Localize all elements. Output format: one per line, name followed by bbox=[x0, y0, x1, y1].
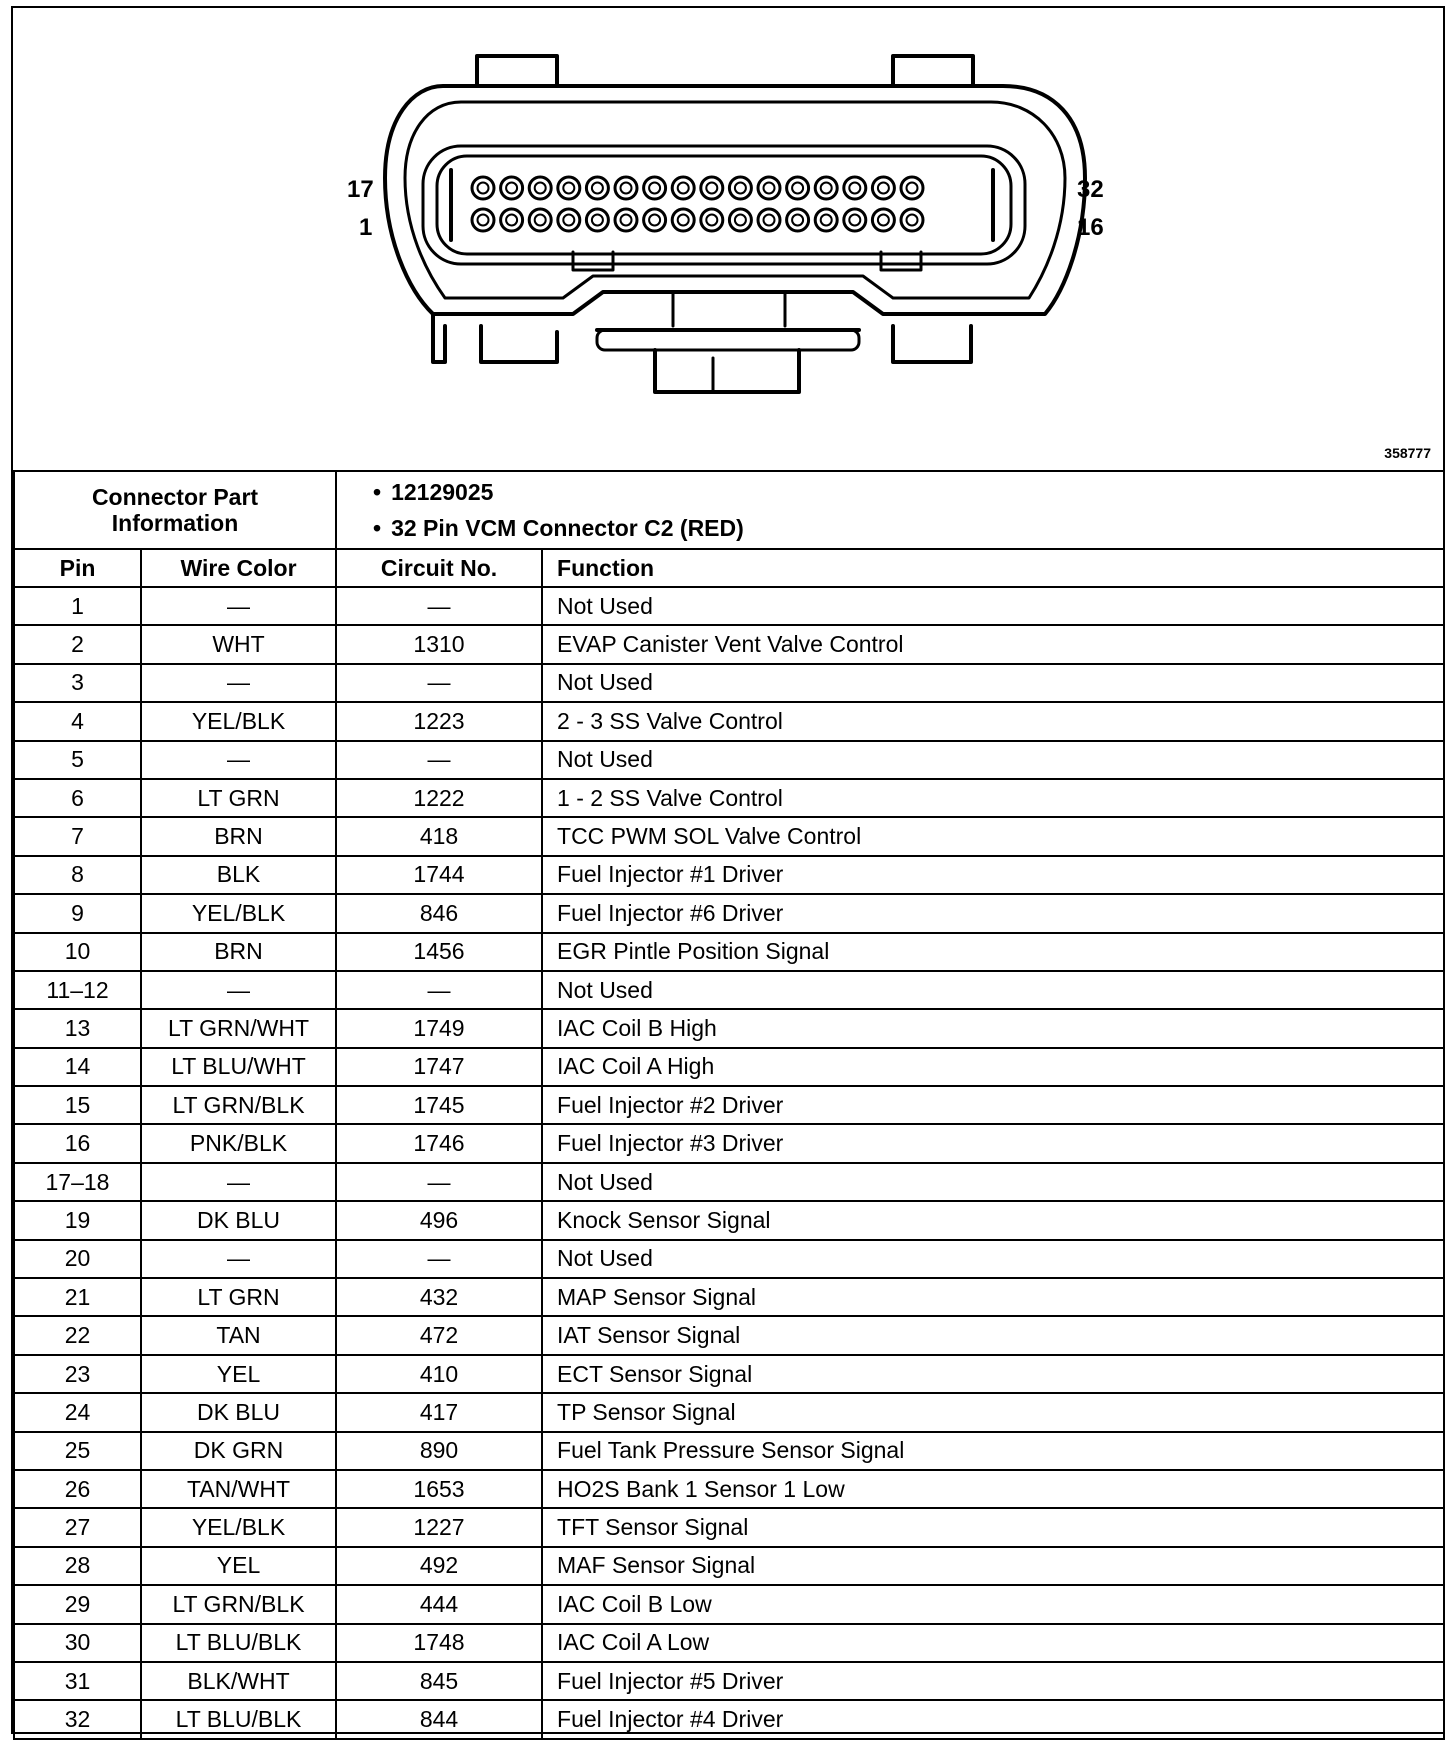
wire-color-cell: LT BLU/WHT bbox=[141, 1048, 336, 1086]
wire-color-cell: TAN/WHT bbox=[141, 1470, 336, 1508]
lower-tab bbox=[655, 350, 799, 392]
table-row bbox=[14, 971, 1444, 1009]
table-header-row bbox=[14, 549, 1444, 587]
function-cell: IAC Coil B Low bbox=[542, 1585, 1444, 1623]
table-row bbox=[14, 894, 1444, 932]
circuit-cell: 472 bbox=[336, 1316, 542, 1354]
function-cell: EGR Pintle Position Signal bbox=[542, 933, 1444, 971]
function-cell: Fuel Injector #4 Driver bbox=[542, 1700, 1444, 1738]
circuit-cell: 444 bbox=[336, 1585, 542, 1623]
pin-socket-hole bbox=[706, 215, 717, 226]
description-line bbox=[373, 510, 1443, 546]
wire-color-cell: DK GRN bbox=[141, 1432, 336, 1470]
pin-socket-hole bbox=[678, 183, 689, 194]
table-row bbox=[14, 1048, 1444, 1086]
pin-socket-hole bbox=[506, 215, 517, 226]
pin-socket-hole bbox=[764, 215, 775, 226]
function-cell: TP Sensor Signal bbox=[542, 1393, 1444, 1431]
pin-cell: 24 bbox=[14, 1393, 141, 1431]
table-row bbox=[14, 1201, 1444, 1239]
pin-socket-hole bbox=[535, 183, 546, 194]
pin-socket-hole bbox=[764, 183, 775, 194]
pin-cell: 32 bbox=[14, 1700, 141, 1738]
pin-cell: 28 bbox=[14, 1547, 141, 1585]
pin-socket bbox=[815, 209, 837, 231]
header-function: Function bbox=[542, 549, 1444, 587]
pin-label-17: 17 bbox=[347, 176, 374, 203]
wire-color-cell: BRN bbox=[141, 933, 336, 971]
bullet-icon: • bbox=[373, 515, 382, 541]
wire-color-cell: PNK/BLK bbox=[141, 1124, 336, 1162]
pin-socket bbox=[701, 209, 723, 231]
table-row bbox=[14, 856, 1444, 894]
circuit-cell: 1223 bbox=[336, 702, 542, 740]
pin-socket bbox=[844, 177, 866, 199]
connector-document bbox=[11, 6, 1445, 1734]
connector-info-label-line1: Connector Part bbox=[91, 484, 259, 510]
pin-socket bbox=[558, 209, 580, 231]
pin-socket-hole bbox=[735, 215, 746, 226]
circuit-cell: — bbox=[336, 971, 542, 1009]
pin-socket-hole bbox=[792, 215, 803, 226]
circuit-cell: 1744 bbox=[336, 856, 542, 894]
pin-socket-hole bbox=[649, 215, 660, 226]
circuit-cell: — bbox=[336, 1240, 542, 1278]
wire-color-cell: DK BLU bbox=[141, 1393, 336, 1431]
connector-figure bbox=[13, 8, 1443, 472]
connector-info-values bbox=[336, 471, 1444, 549]
pin-socket bbox=[501, 209, 523, 231]
pin-cell: 27 bbox=[14, 1508, 141, 1546]
table-row bbox=[14, 1585, 1444, 1623]
pin-socket bbox=[729, 177, 751, 199]
pin-label-1: 1 bbox=[359, 214, 373, 241]
pin-cell: 29 bbox=[14, 1585, 141, 1623]
function-cell: IAC Coil A High bbox=[542, 1048, 1444, 1086]
wire-color-cell: BLK/WHT bbox=[141, 1662, 336, 1700]
function-cell: EVAP Canister Vent Valve Control bbox=[542, 625, 1444, 663]
pin-socket-hole bbox=[735, 183, 746, 194]
circuit-cell: 844 bbox=[336, 1700, 542, 1738]
connector-info-label-line2: Information bbox=[111, 510, 239, 536]
pin-cell: 13 bbox=[14, 1009, 141, 1047]
wire-color-cell: — bbox=[141, 664, 336, 702]
circuit-cell: 1746 bbox=[336, 1124, 542, 1162]
wire-color-cell: YEL bbox=[141, 1547, 336, 1585]
circuit-cell: 432 bbox=[336, 1278, 542, 1316]
pin-cell: 8 bbox=[14, 856, 141, 894]
wire-color-cell: BLK bbox=[141, 856, 336, 894]
pin-socket bbox=[787, 177, 809, 199]
circuit-cell: 1747 bbox=[336, 1048, 542, 1086]
pin-cavity bbox=[423, 146, 1025, 264]
pin-socket bbox=[615, 209, 637, 231]
pin-socket-hole bbox=[478, 215, 489, 226]
circuit-cell: 1653 bbox=[336, 1470, 542, 1508]
function-cell: Not Used bbox=[542, 1163, 1444, 1201]
function-cell: Fuel Injector #2 Driver bbox=[542, 1086, 1444, 1124]
lower-key bbox=[597, 330, 859, 350]
table-row bbox=[14, 1086, 1444, 1124]
function-cell: Not Used bbox=[542, 587, 1444, 625]
table-row bbox=[14, 1124, 1444, 1162]
connector-description: 32 Pin VCM Connector C2 (RED) bbox=[391, 515, 744, 541]
connector-drawing bbox=[13, 8, 1443, 468]
pin-socket-hole bbox=[878, 215, 889, 226]
pin-socket-hole bbox=[821, 215, 832, 226]
pin-label-32: 32 bbox=[1077, 176, 1104, 203]
pin-cell: 20 bbox=[14, 1240, 141, 1278]
circuit-cell: 418 bbox=[336, 817, 542, 855]
table-row bbox=[14, 625, 1444, 663]
function-cell: Fuel Injector #3 Driver bbox=[542, 1124, 1444, 1162]
pin-cell: 16 bbox=[14, 1124, 141, 1162]
pin-socket bbox=[901, 209, 923, 231]
function-cell: 2 - 3 SS Valve Control bbox=[542, 702, 1444, 740]
table-row bbox=[14, 587, 1444, 625]
pin-socket bbox=[758, 209, 780, 231]
bottom-right-latch bbox=[893, 326, 971, 362]
function-cell: Not Used bbox=[542, 971, 1444, 1009]
table-row bbox=[14, 1624, 1444, 1662]
table-row bbox=[14, 779, 1444, 817]
connector-info-label bbox=[14, 471, 336, 549]
pin-cell: 10 bbox=[14, 933, 141, 971]
table-row bbox=[14, 1432, 1444, 1470]
pin-socket-hole bbox=[621, 215, 632, 226]
table-row bbox=[14, 1547, 1444, 1585]
table-row bbox=[14, 664, 1444, 702]
wire-color-cell: — bbox=[141, 1163, 336, 1201]
wire-color-cell: TAN bbox=[141, 1316, 336, 1354]
circuit-cell: — bbox=[336, 1163, 542, 1201]
wire-color-cell: BRN bbox=[141, 817, 336, 855]
wire-color-cell: LT GRN/BLK bbox=[141, 1086, 336, 1124]
pin-socket-hole bbox=[563, 183, 574, 194]
bullet-icon: • bbox=[373, 479, 382, 505]
pin-socket bbox=[815, 177, 837, 199]
wire-color-cell: LT GRN bbox=[141, 779, 336, 817]
table-row bbox=[14, 1009, 1444, 1047]
pin-socket bbox=[472, 177, 494, 199]
top-left-latch bbox=[477, 56, 557, 86]
pin-cell: 5 bbox=[14, 741, 141, 779]
pin-socket bbox=[586, 177, 608, 199]
wire-color-cell: YEL/BLK bbox=[141, 702, 336, 740]
function-cell: Fuel Injector #5 Driver bbox=[542, 1662, 1444, 1700]
circuit-cell: 417 bbox=[336, 1393, 542, 1431]
pin-cell: 22 bbox=[14, 1316, 141, 1354]
function-cell: TCC PWM SOL Valve Control bbox=[542, 817, 1444, 855]
wire-color-cell: — bbox=[141, 971, 336, 1009]
pin-socket bbox=[672, 209, 694, 231]
circuit-cell: — bbox=[336, 664, 542, 702]
pin-socket-hole bbox=[907, 183, 918, 194]
pin-cell: 25 bbox=[14, 1432, 141, 1470]
table-row bbox=[14, 1316, 1444, 1354]
wire-color-cell: YEL/BLK bbox=[141, 894, 336, 932]
pin-cell: 19 bbox=[14, 1201, 141, 1239]
pin-cell: 31 bbox=[14, 1662, 141, 1700]
function-cell: 1 - 2 SS Valve Control bbox=[542, 779, 1444, 817]
connector-shell bbox=[385, 86, 1085, 314]
circuit-cell: — bbox=[336, 741, 542, 779]
pin-cell: 9 bbox=[14, 894, 141, 932]
pin-socket bbox=[472, 209, 494, 231]
wire-color-cell: — bbox=[141, 1240, 336, 1278]
circuit-cell: 845 bbox=[336, 1662, 542, 1700]
part-number-line bbox=[373, 474, 1443, 510]
pin-socket-hole bbox=[592, 183, 603, 194]
top-right-latch bbox=[893, 56, 973, 86]
wire-color-cell: — bbox=[141, 741, 336, 779]
pin-cell: 6 bbox=[14, 779, 141, 817]
pin-cell: 23 bbox=[14, 1355, 141, 1393]
function-cell: Fuel Tank Pressure Sensor Signal bbox=[542, 1432, 1444, 1470]
function-cell: Not Used bbox=[542, 664, 1444, 702]
function-cell: MAP Sensor Signal bbox=[542, 1278, 1444, 1316]
pin-cell: 4 bbox=[14, 702, 141, 740]
table-row bbox=[14, 817, 1444, 855]
pin-array bbox=[472, 177, 923, 231]
circuit-cell: 846 bbox=[336, 894, 542, 932]
connector-info-row bbox=[14, 471, 1444, 549]
pin-cell: 30 bbox=[14, 1624, 141, 1662]
key-guides bbox=[673, 292, 785, 326]
header-pin: Pin bbox=[14, 549, 141, 587]
pin-socket bbox=[729, 209, 751, 231]
table-row bbox=[14, 1278, 1444, 1316]
function-cell: IAC Coil A Low bbox=[542, 1624, 1444, 1662]
pin-socket bbox=[701, 177, 723, 199]
pin-socket bbox=[844, 209, 866, 231]
table-row bbox=[14, 933, 1444, 971]
circuit-cell: 1749 bbox=[336, 1009, 542, 1047]
pin-socket-hole bbox=[849, 215, 860, 226]
pin-socket bbox=[872, 209, 894, 231]
wire-color-cell: YEL/BLK bbox=[141, 1508, 336, 1546]
pin-cell: 1 bbox=[14, 587, 141, 625]
pin-socket bbox=[758, 177, 780, 199]
wire-color-cell: LT GRN bbox=[141, 1278, 336, 1316]
pin-cell: 7 bbox=[14, 817, 141, 855]
pin-socket bbox=[558, 177, 580, 199]
pin-socket bbox=[586, 209, 608, 231]
function-cell: HO2S Bank 1 Sensor 1 Low bbox=[542, 1470, 1444, 1508]
function-cell: Not Used bbox=[542, 1240, 1444, 1278]
table-row bbox=[14, 741, 1444, 779]
circuit-cell: 1310 bbox=[336, 625, 542, 663]
pin-cell: 14 bbox=[14, 1048, 141, 1086]
header-circuit: Circuit No. bbox=[336, 549, 542, 587]
pin-cavity-inner bbox=[437, 156, 1011, 254]
pin-socket bbox=[529, 177, 551, 199]
pin-socket-hole bbox=[506, 183, 517, 194]
pin-cell: 2 bbox=[14, 625, 141, 663]
pin-socket-hole bbox=[706, 183, 717, 194]
function-cell: Knock Sensor Signal bbox=[542, 1201, 1444, 1239]
circuit-cell: 1456 bbox=[336, 933, 542, 971]
pin-socket bbox=[615, 177, 637, 199]
pin-socket bbox=[672, 177, 694, 199]
pin-socket bbox=[501, 177, 523, 199]
pin-socket-hole bbox=[907, 215, 918, 226]
pin-socket-hole bbox=[849, 183, 860, 194]
circuit-cell: 496 bbox=[336, 1201, 542, 1239]
pin-socket-hole bbox=[649, 183, 660, 194]
pin-socket-hole bbox=[821, 183, 832, 194]
pin-socket-hole bbox=[535, 215, 546, 226]
table-row bbox=[14, 702, 1444, 740]
pin-cell: 15 bbox=[14, 1086, 141, 1124]
left-arm bbox=[433, 314, 445, 362]
wire-color-cell: LT GRN/WHT bbox=[141, 1009, 336, 1047]
wire-color-cell: DK BLU bbox=[141, 1201, 336, 1239]
pin-socket bbox=[644, 209, 666, 231]
circuit-cell: 410 bbox=[336, 1355, 542, 1393]
function-cell: Not Used bbox=[542, 741, 1444, 779]
pin-cell: 3 bbox=[14, 664, 141, 702]
table-row bbox=[14, 1163, 1444, 1201]
pin-label-16: 16 bbox=[1077, 214, 1104, 241]
wire-color-cell: — bbox=[141, 587, 336, 625]
circuit-cell: 1227 bbox=[336, 1508, 542, 1546]
pin-socket-hole bbox=[592, 215, 603, 226]
function-cell: TFT Sensor Signal bbox=[542, 1508, 1444, 1546]
pin-socket bbox=[529, 209, 551, 231]
pin-socket-hole bbox=[621, 183, 632, 194]
function-cell: ECT Sensor Signal bbox=[542, 1355, 1444, 1393]
header-wire-color: Wire Color bbox=[141, 549, 336, 587]
circuit-cell: — bbox=[336, 587, 542, 625]
pin-cell: 11–12 bbox=[14, 971, 141, 1009]
pin-socket bbox=[787, 209, 809, 231]
connector-inner-shell bbox=[405, 102, 1065, 298]
function-cell: IAC Coil B High bbox=[542, 1009, 1444, 1047]
table-row bbox=[14, 1662, 1444, 1700]
function-cell: IAT Sensor Signal bbox=[542, 1316, 1444, 1354]
wire-color-cell: LT GRN/BLK bbox=[141, 1585, 336, 1623]
pin-socket-hole bbox=[478, 183, 489, 194]
table-row bbox=[14, 1240, 1444, 1278]
figure-id: 358777 bbox=[1384, 445, 1431, 461]
circuit-cell: 890 bbox=[336, 1432, 542, 1470]
pin-cell: 26 bbox=[14, 1470, 141, 1508]
circuit-cell: 1222 bbox=[336, 779, 542, 817]
pin-socket-hole bbox=[678, 215, 689, 226]
wire-color-cell: LT BLU/BLK bbox=[141, 1700, 336, 1738]
pinout-table bbox=[13, 470, 1445, 1740]
pin-socket-hole bbox=[878, 183, 889, 194]
circuit-cell: 492 bbox=[336, 1547, 542, 1585]
table-row bbox=[14, 1508, 1444, 1546]
wire-color-cell: WHT bbox=[141, 625, 336, 663]
circuit-cell: 1748 bbox=[336, 1624, 542, 1662]
bottom-left-latch bbox=[481, 326, 557, 362]
pin-cell: 17–18 bbox=[14, 1163, 141, 1201]
function-cell: MAF Sensor Signal bbox=[542, 1547, 1444, 1585]
pin-cell: 21 bbox=[14, 1278, 141, 1316]
pin-socket-hole bbox=[792, 183, 803, 194]
wire-color-cell: LT BLU/BLK bbox=[141, 1624, 336, 1662]
table-row bbox=[14, 1470, 1444, 1508]
function-cell: Fuel Injector #1 Driver bbox=[542, 856, 1444, 894]
table-row bbox=[14, 1355, 1444, 1393]
pin-socket-hole bbox=[563, 215, 574, 226]
function-cell: Fuel Injector #6 Driver bbox=[542, 894, 1444, 932]
pin-socket bbox=[644, 177, 666, 199]
wire-color-cell: YEL bbox=[141, 1355, 336, 1393]
circuit-cell: 1745 bbox=[336, 1086, 542, 1124]
pin-socket bbox=[872, 177, 894, 199]
part-number: 12129025 bbox=[391, 479, 494, 505]
table-row bbox=[14, 1700, 1444, 1738]
table-row bbox=[14, 1393, 1444, 1431]
pin-socket bbox=[901, 177, 923, 199]
